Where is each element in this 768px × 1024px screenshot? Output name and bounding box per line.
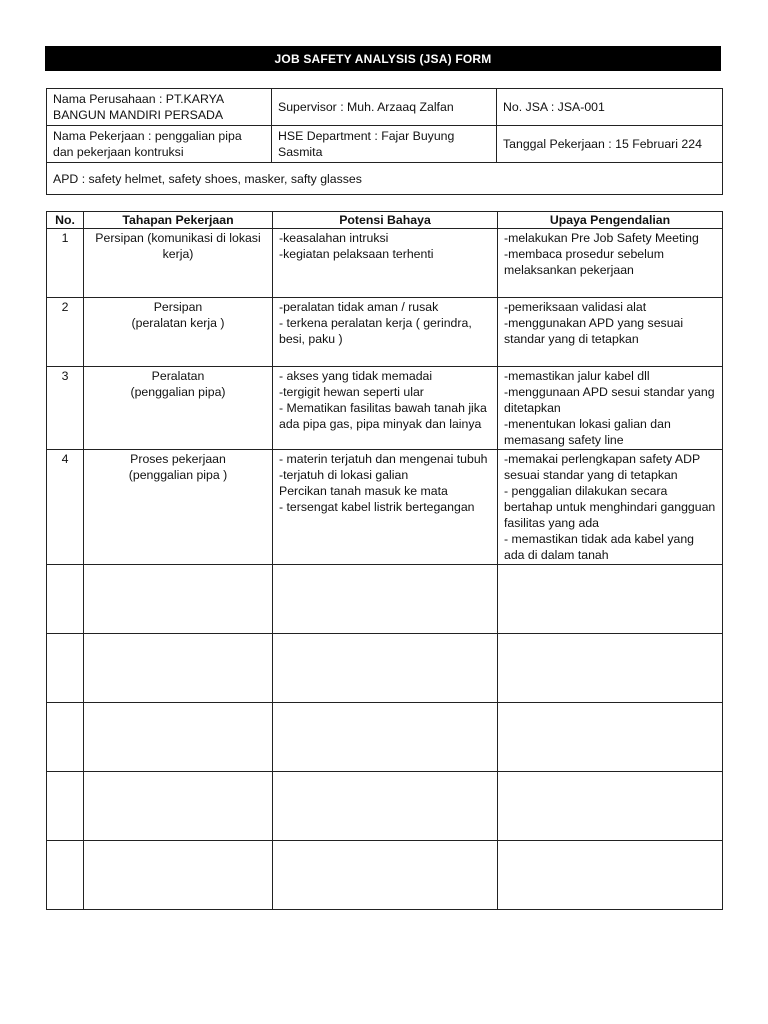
row-stage-line: Proses pekerjaan	[130, 452, 226, 466]
row-hazards-line: -terjatuh di lokasi galian	[279, 468, 409, 482]
row-stage-line: (penggalian pipa)	[130, 385, 226, 399]
row-stage-line: Peralatan	[151, 369, 205, 383]
row-controls-line: -memakai perlengkapan safety ADP sesuai standar yang di tetapkan	[504, 452, 700, 482]
table-row	[47, 367, 723, 450]
empty-cell[interactable]	[84, 703, 273, 772]
company-name: Nama Perusahaan : PT.KARYA BANGUN MANDIRI PERSADA	[47, 89, 272, 126]
row-hazards-line: Percikan tanah masuk ke mata	[279, 484, 448, 498]
row-controls	[498, 367, 723, 450]
row-controls-line: - penggalian dilakukan secara bertahap untuk menghindari gangguan fasilitas yang ada	[504, 484, 716, 530]
empty-cell[interactable]	[273, 565, 498, 634]
row-controls-line: -pemeriksaan validasi alat	[504, 300, 647, 314]
empty-cell[interactable]	[498, 703, 723, 772]
row-controls-line: -membaca prosedur sebelum melaksankan pekerjaan	[504, 247, 664, 277]
row-stage	[84, 450, 273, 565]
row-hazards-line: - Mematikan fasilitas bawah tanah jika ada pipa gas, pipa minyak dan lainya	[279, 401, 487, 431]
supervisor: Supervisor : Muh. Arzaaq Zalfan	[272, 89, 497, 126]
row-hazards-line: - materin terjatuh dan mengenai tubuh	[279, 452, 488, 466]
empty-cell[interactable]	[273, 772, 498, 841]
table-header	[47, 212, 723, 229]
empty-cell[interactable]	[47, 565, 84, 634]
job-date: Tanggal Pekerjaan : 15 Februari 224	[497, 126, 723, 163]
empty-cell[interactable]	[273, 703, 498, 772]
row-number: 2	[47, 298, 84, 367]
row-hazards	[273, 367, 498, 450]
row-number: 3	[47, 367, 84, 450]
table-row	[47, 229, 723, 298]
row-controls-line: -menentukan lokasi galian dan memasang safety line	[504, 417, 671, 447]
empty-row	[47, 703, 723, 772]
row-hazards	[273, 229, 498, 298]
empty-row	[47, 634, 723, 703]
row-controls	[498, 298, 723, 367]
row-number: 1	[47, 229, 84, 298]
empty-row	[47, 565, 723, 634]
form-title: JOB SAFETY ANALYSIS (JSA) FORM	[45, 46, 721, 71]
info-table	[46, 88, 723, 195]
empty-row	[47, 841, 723, 910]
empty-cell[interactable]	[498, 772, 723, 841]
empty-row	[47, 772, 723, 841]
empty-cell[interactable]	[47, 841, 84, 910]
row-stage-line: (penggalian pipa )	[128, 468, 228, 482]
empty-cell[interactable]	[273, 634, 498, 703]
row-controls-line: -menggunaan APD sesui standar yang ditetapkan	[504, 385, 715, 415]
row-stage-line: Persipan (komunikasi di lokasi kerja)	[95, 231, 261, 261]
empty-cell[interactable]	[84, 841, 273, 910]
row-hazards-line: - akses yang tidak memadai	[279, 369, 433, 383]
empty-cell[interactable]	[84, 772, 273, 841]
row-controls-line: - memastikan tidak ada kabel yang ada di dalam tanah	[504, 532, 695, 562]
table-row	[47, 450, 723, 565]
header-controls: Upaya Pengendalian	[498, 212, 723, 229]
row-stage-line: Persipan	[153, 300, 203, 314]
empty-cell[interactable]	[47, 772, 84, 841]
row-controls-line: -menggunakan APD yang sesuai standar yang di tetapkan	[504, 316, 684, 346]
row-stage	[84, 367, 273, 450]
row-hazards	[273, 298, 498, 367]
empty-cell[interactable]	[47, 703, 84, 772]
row-controls-line: -melakukan Pre Job Safety Meeting	[504, 231, 699, 245]
row-stage	[84, 229, 273, 298]
row-hazards-line: -peralatan tidak aman / rusak	[279, 300, 439, 314]
hse-department: HSE Department : Fajar Buyung Sasmita	[272, 126, 497, 163]
row-hazards-line: -keasalahan intruksi	[279, 231, 389, 245]
row-hazards-line: -tergigit hewan seperti ular	[279, 385, 424, 399]
header-hazards: Potensi Bahaya	[273, 212, 498, 229]
row-controls	[498, 450, 723, 565]
empty-cell[interactable]	[498, 565, 723, 634]
table-row	[47, 298, 723, 367]
row-controls-line: -memastikan jalur kabel dll	[504, 369, 650, 383]
jsa-table	[46, 211, 723, 910]
row-stage-line: (peralatan kerja )	[131, 316, 225, 330]
row-hazards-line: - tersengat kabel listrik bertegangan	[279, 500, 475, 514]
row-number: 4	[47, 450, 84, 565]
empty-cell[interactable]	[498, 634, 723, 703]
row-hazards	[273, 450, 498, 565]
job-name: Nama Pekerjaan : penggalian pipa dan pekerjaan kontruksi	[47, 126, 272, 163]
row-hazards-line: - terkena peralatan kerja ( gerindra, besi, paku )	[279, 316, 472, 346]
jsa-number: No. JSA : JSA-001	[497, 89, 723, 126]
empty-cell[interactable]	[47, 634, 84, 703]
empty-cell[interactable]	[273, 841, 498, 910]
row-controls	[498, 229, 723, 298]
header-stage: Tahapan Pekerjaan	[84, 212, 273, 229]
empty-cell[interactable]	[498, 841, 723, 910]
empty-cell[interactable]	[84, 634, 273, 703]
apd-list: APD : safety helmet, safety shoes, masker, safty glasses	[47, 163, 723, 195]
header-no: No.	[47, 212, 84, 229]
empty-cell[interactable]	[84, 565, 273, 634]
row-stage	[84, 298, 273, 367]
row-hazards-line: -kegiatan pelaksaan terhenti	[279, 247, 434, 261]
